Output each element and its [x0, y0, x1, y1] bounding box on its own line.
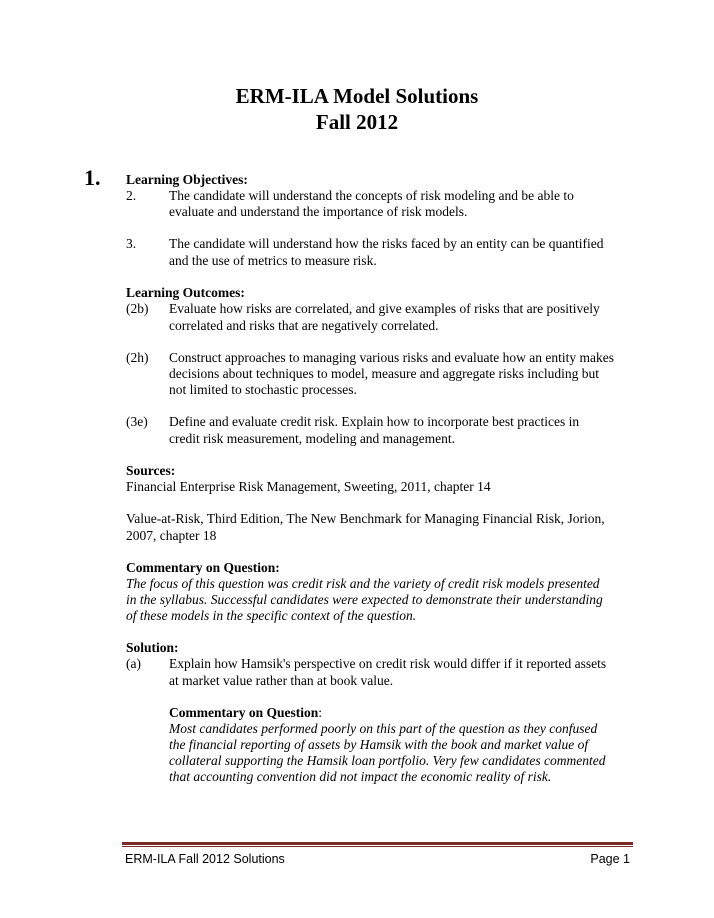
part-question-text: at market value rather than at book value. [169, 673, 394, 688]
part-commentary-heading-label: Commentary on Question [169, 705, 319, 720]
outcome-text: not limited to stochastic processes. [169, 382, 357, 397]
commentary-heading: Commentary on Question: [126, 560, 280, 575]
outcome-text: credit risk measurement, modeling and management. [169, 431, 456, 446]
objective-text: and the use of metrics to measure risk. [169, 253, 377, 268]
part-commentary-heading [169, 705, 322, 721]
outcome-text: correlated and risks that are negatively correlated. [169, 318, 439, 333]
part-commentary-colon: : [318, 705, 323, 720]
solution-heading: Solution: [126, 640, 179, 655]
outcome-text: Define and evaluate credit risk. Explain how to incorporate best practices in [169, 414, 580, 429]
learning-objectives-heading: Learning Objectives: [126, 172, 248, 187]
source-citation: 2007, chapter 18 [126, 528, 217, 543]
commentary-text: The focus of this question was credit risk and the variety of credit risk models presented [126, 576, 600, 591]
objective-number: 2. [126, 188, 137, 203]
outcome-text: Construct approaches to managing various risks and evaluate how an entity makes [169, 350, 615, 365]
commentary-text: in the syllabus. Successful candidates were expected to demonstrate their understanding [126, 592, 603, 607]
learning-outcomes-heading: Learning Outcomes: [126, 285, 245, 300]
question-number: 1. [84, 165, 101, 190]
page-number: Page 1 [590, 852, 630, 866]
footer-left-text: ERM-ILA Fall 2012 Solutions [125, 852, 285, 866]
part-commentary-text: the financial reporting of assets by Hamsik with the book and market value of [169, 737, 589, 752]
commentary-text: of these models in the specific context of the question. [126, 608, 417, 623]
part-commentary-text: that accounting convention did not impact the economic reality of risk. [169, 769, 552, 784]
footer-rule-thin [122, 846, 633, 847]
objective-text: The candidate will understand the concepts of risk modeling and be able to [169, 188, 574, 203]
outcome-text: Evaluate how risks are correlated, and give examples of risks that are positively [169, 301, 600, 316]
objective-text: evaluate and understand the importance of risk models. [169, 204, 468, 219]
page-title: ERM-ILA Model Solutions [235, 84, 479, 108]
objective-number: 3. [126, 236, 137, 251]
sources-heading: Sources: [126, 463, 176, 478]
source-citation: Value-at-Risk, Third Edition, The New Benchmark for Managing Financial Risk, Jorion, [126, 511, 605, 526]
outcome-text: decisions about techniques to model, measure and aggregate risks including but [169, 366, 600, 381]
footer-rule [122, 842, 633, 845]
part-commentary-text: Most candidates performed poorly on this part of the question as they confused [169, 721, 598, 736]
page-subtitle: Fall 2012 [315, 110, 399, 134]
objective-text: The candidate will understand how the risks faced by an entity can be quantified [169, 236, 604, 251]
part-question-text: Explain how Hamsik's perspective on credit risk would differ if it reported assets [169, 656, 607, 671]
part-label: (a) [126, 656, 141, 671]
part-commentary-text: collateral supporting the Hamsik loan portfolio. Very few candidates commented [169, 753, 606, 768]
outcome-number: (3e) [126, 414, 148, 429]
outcome-number: (2b) [126, 301, 149, 316]
source-citation: Financial Enterprise Risk Management, Sweeting, 2011, chapter 14 [126, 479, 491, 494]
outcome-number: (2h) [126, 350, 149, 365]
